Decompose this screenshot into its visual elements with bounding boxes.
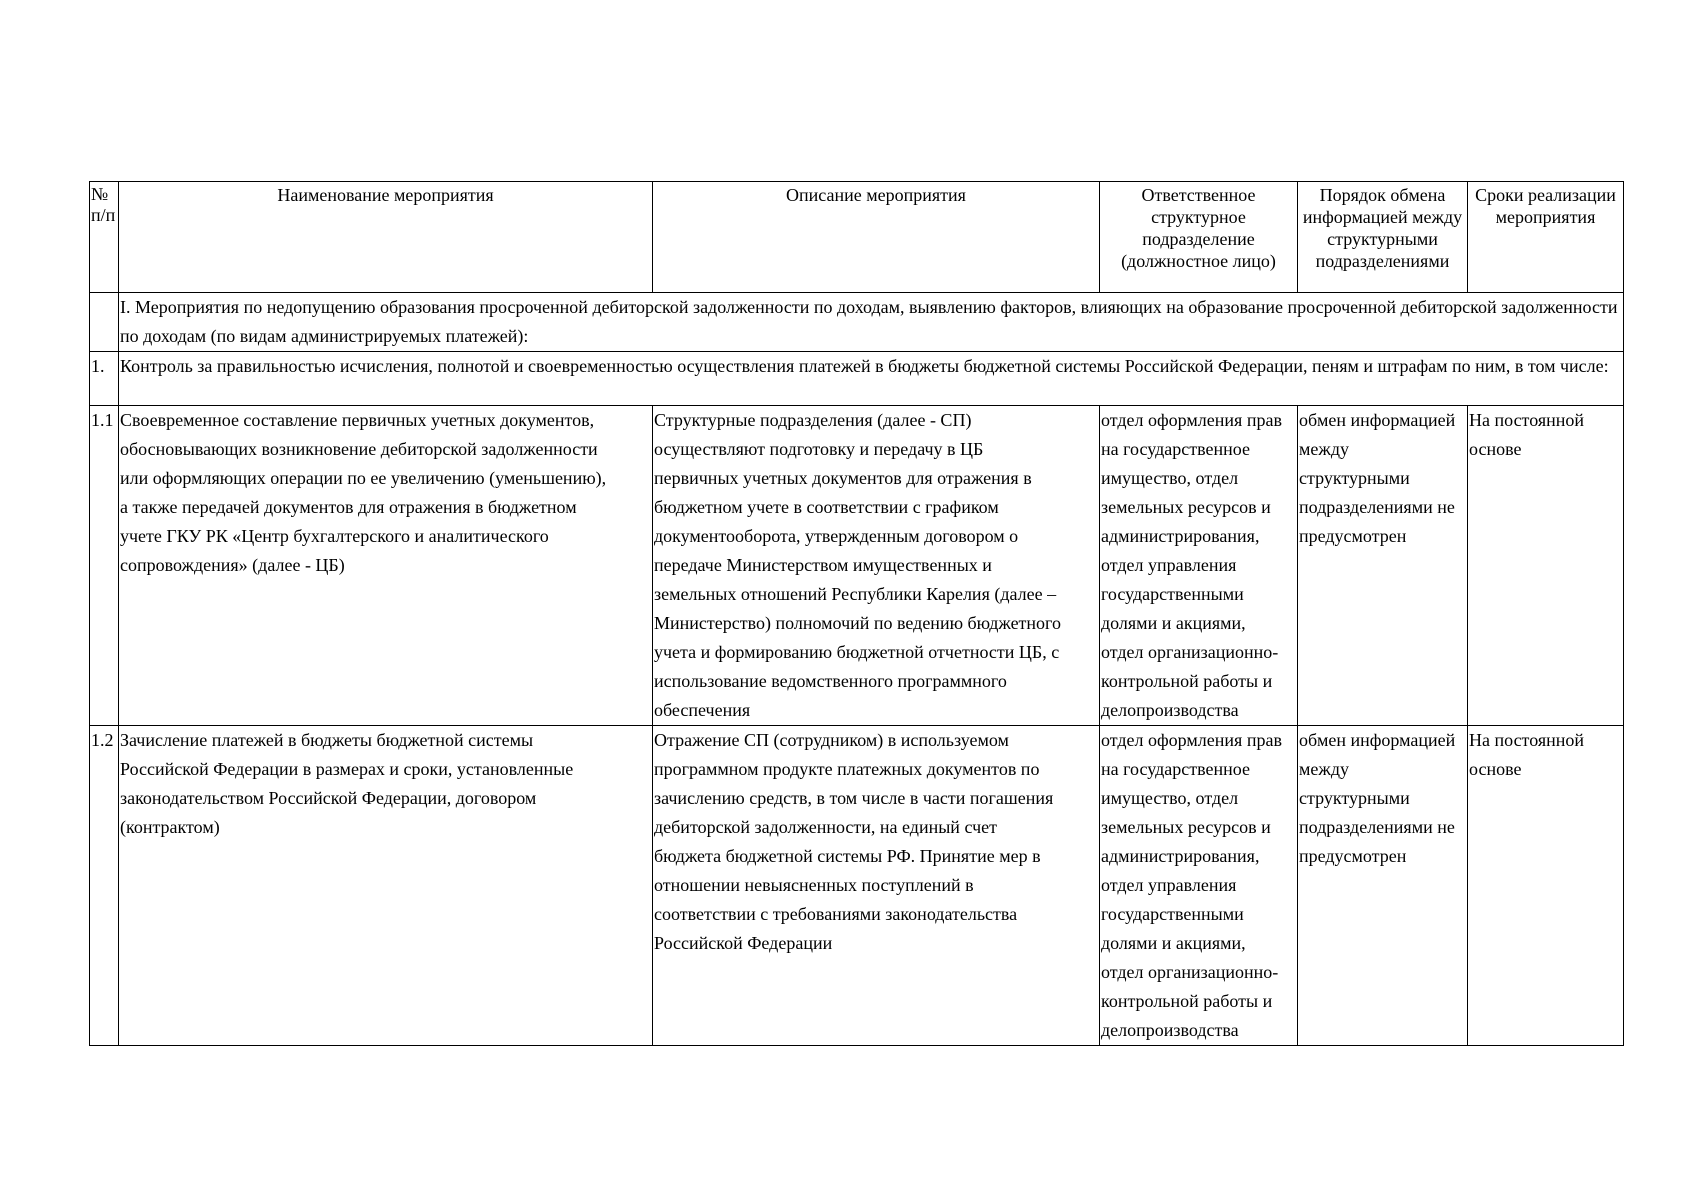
subsection-title: Контроль за правильностью исчисления, полнотой и своевременностью осуществления платежей в бюджеты бюджетной системы Российской Федерации, пеням и штрафам по ним, в том числе: xyxy=(119,352,1624,406)
row-name: Своевременное составление первичных учетных документов, обосновывающих возникновение дебиторской задолженности или оформляющих операции по ее увеличению (уменьшению), а также передачей документов для отражения в бюджетном учете ГКУ РК «Центр бухгалтерского и аналитического сопровождения» (далее - ЦБ) xyxy=(119,406,653,726)
section-row xyxy=(90,293,1624,352)
row-description: Отражение СП (сотрудником) в используемом программном продукте платежных документов по зачислению средств, в том числе в части погашения дебиторской задолженности, на единый счет бюджета бюджетной системы РФ. Принятие мер в отношении невыясненных поступлений в соответствии с требованиями законодательства Российской Федерации xyxy=(653,726,1100,1046)
section-title: I. Мероприятия по недопущению образования просроченной дебиторской задолженности по доходам, выявлению факторов, влияющих на образование просроченной дебиторской задолженности по доходам (по видам администрируемых платежей): xyxy=(119,293,1624,352)
header-name: Наименование мероприятия xyxy=(119,182,653,293)
subsection-num: 1. xyxy=(90,352,119,406)
row-num: 1.1 xyxy=(90,406,119,726)
row-num: 1.2 xyxy=(90,726,119,1046)
table-row xyxy=(90,726,1624,1046)
row-deadline: На постоянной основе xyxy=(1468,726,1624,1046)
header-description: Описание мероприятия xyxy=(653,182,1100,293)
header-exchange: Порядок обмена информацией между структурными подразделениями xyxy=(1298,182,1468,293)
row-name: Зачисление платежей в бюджеты бюджетной системы Российской Федерации в размерах и сроки, установленные законодательством Российской Федерации, договором (контрактом) xyxy=(119,726,653,1046)
header-responsible: Ответственное структурное подразделение (должностное лицо) xyxy=(1100,182,1298,293)
row-exchange: обмен информацией между структурными подразделениями не предусмотрен xyxy=(1298,726,1468,1046)
row-deadline: На постоянной основе xyxy=(1468,406,1624,726)
measures-table xyxy=(89,181,1624,1046)
header-deadline: Сроки реализации мероприятия xyxy=(1468,182,1624,293)
row-responsible: отдел оформления прав на государственное имущество, отдел земельных ресурсов и администрирования, отдел управления государственными долями и акциями, отдел организационно- контрольной работы и делопроизводства xyxy=(1100,726,1298,1046)
subsection-row xyxy=(90,352,1624,406)
row-responsible: отдел оформления прав на государственное имущество, отдел земельных ресурсов и администрирования, отдел управления государственными долями и акциями, отдел организационно- контрольной работы и делопроизводства xyxy=(1100,406,1298,726)
table-row xyxy=(90,406,1624,726)
row-exchange: обмен информацией между структурными подразделениями не предусмотрен xyxy=(1298,406,1468,726)
row-description: Структурные подразделения (далее - СП) осуществляют подготовку и передачу в ЦБ первичных учетных документов для отражения в бюджетном учете в соответствии с графиком документооборота, утвержденным договором о передаче Министерством имущественных и земельных отношений Республики Карелия (далее – Министерство) полномочий по ведению бюджетного учета и формированию бюджетной отчетности ЦБ, с использование ведомственного программного обеспечения xyxy=(653,406,1100,726)
table-header-row xyxy=(90,182,1624,293)
section-num xyxy=(90,293,119,352)
header-num: № п/п xyxy=(90,182,119,293)
